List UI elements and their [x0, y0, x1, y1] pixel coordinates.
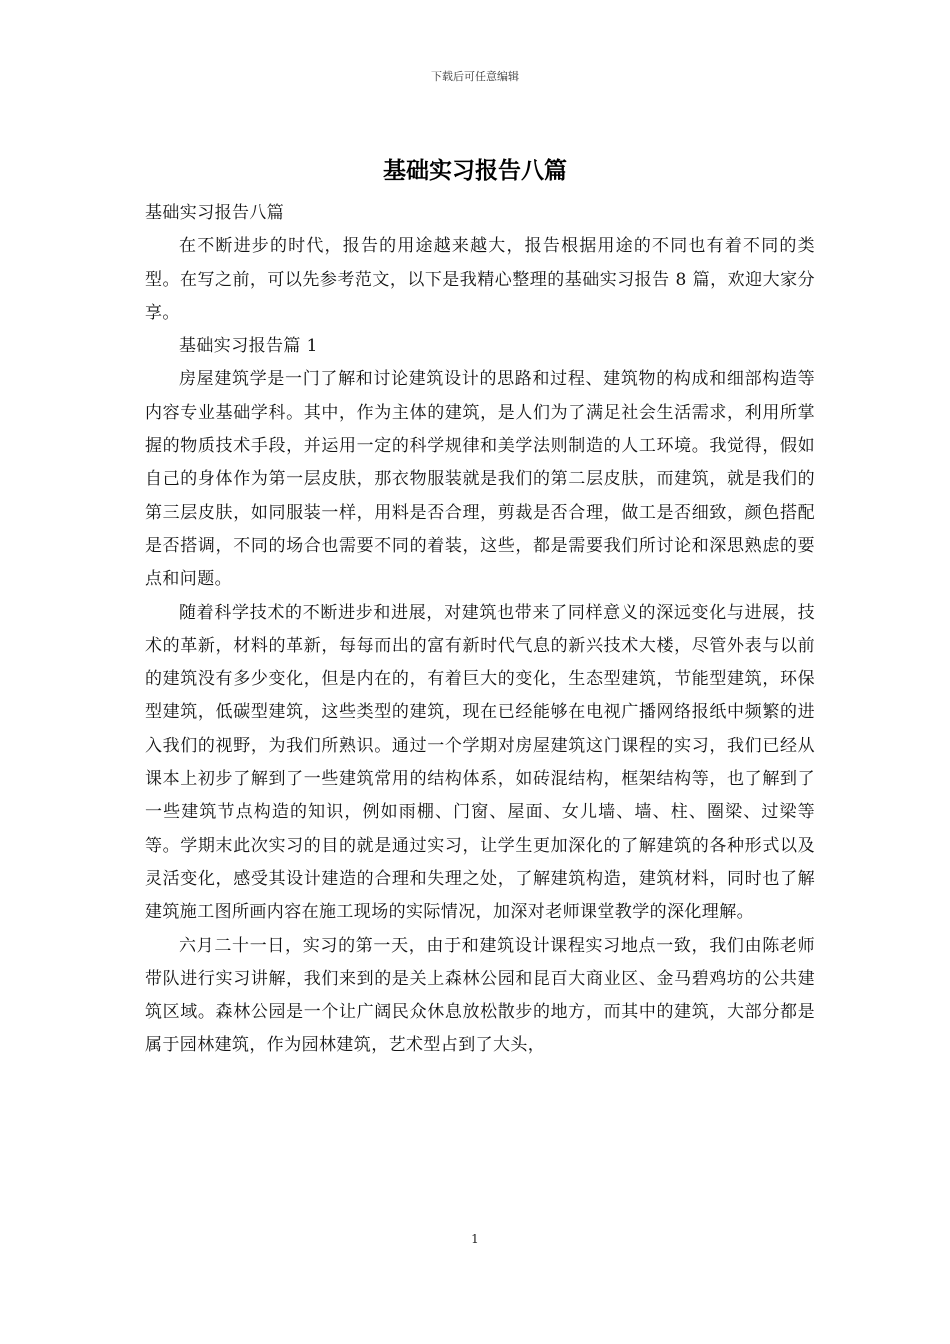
body-paragraph: 随着科学技术的不断进步和进展，对建筑也带来了同样意义的深远变化与进展，技术的革新，材料的革新，每每而出的富有新时代气息的新兴技术大楼，尽管外表与以前的建筑没有多少变化，但是内在的，有着巨大的变化，生态型建筑，节能型建筑，环保型建筑，低碳型建筑，这些类型的建筑，现在已经能够在电视广播网络报纸中频繁的进入我们的视野，为我们所熟识。通过一个学期对房屋建筑这门课程的实习，我们已经从课本上初步了解到了一些建筑常用的结构体系，如砖混结构，框架结构等，也了解到了一些建筑节点构造的知识，例如雨棚、门窗、屋面、女儿墙、墙、柱、圈梁、过梁等等。学期末此次实习的目的就是通过实习，让学生更加深化的了解建筑的各种形式以及灵活变化，感受其设计建造的合理和失理之处，了解建筑构造，建筑材料，同时也了解建筑施工图所画内容在施工现场的实际情况，加深对老师课堂教学的深化理解。 [145, 602, 815, 923]
document-body [145, 197, 815, 1063]
header-note: 下载后可任意编辑 [431, 70, 519, 83]
subtitle-paragraph: 基础实习报告八篇 [145, 203, 285, 223]
body-paragraph: 六月二十一日，实习的第一天，由于和建筑设计课程实习地点一致，我们由陈老师带队进行实习讲解，我们来到的是关上森林公园和昆百大商业区、金马碧鸡坊的公共建筑区域。森林公园是一个让广阔民众休息放松散步的地方，而其中的建筑，大部分都是属于园林建筑，作为园林建筑，艺术型占到了大头， [145, 935, 815, 1056]
body-paragraph: 房屋建筑学是一门了解和讨论建筑设计的思路和过程、建筑物的构成和细部构造等内容专业基础学科。其中，作为主体的建筑，是人们为了满足社会生活需求，利用所掌握的物质技术手段，并运用一定的科学规律和美学法则制造的人工环境。我觉得，假如自己的身体作为第一层皮肤，那衣物服装就是我们的第二层皮肤，而建筑，就是我们的第三层皮肤，如同服装一样，用料是否合理，剪裁是否合理，做工是否细致，颜色搭配是否搭调，不同的场合也需要不同的着装，这些，都是需要我们所讨论和深思熟虑的要点和问题。 [145, 369, 815, 590]
intro-paragraph: 在不断进步的时代，报告的用途越来越大，报告根据用途的不同也有着不同的类型。在写之前，可以先参考范文，以下是我精心整理的基础实习报告 8 篇，欢迎大家分享。 [145, 236, 815, 323]
page-number: 1 [471, 1232, 479, 1246]
section-heading: 基础实习报告篇 1 [179, 336, 318, 357]
document-title: 基础实习报告八篇 [383, 157, 567, 184]
